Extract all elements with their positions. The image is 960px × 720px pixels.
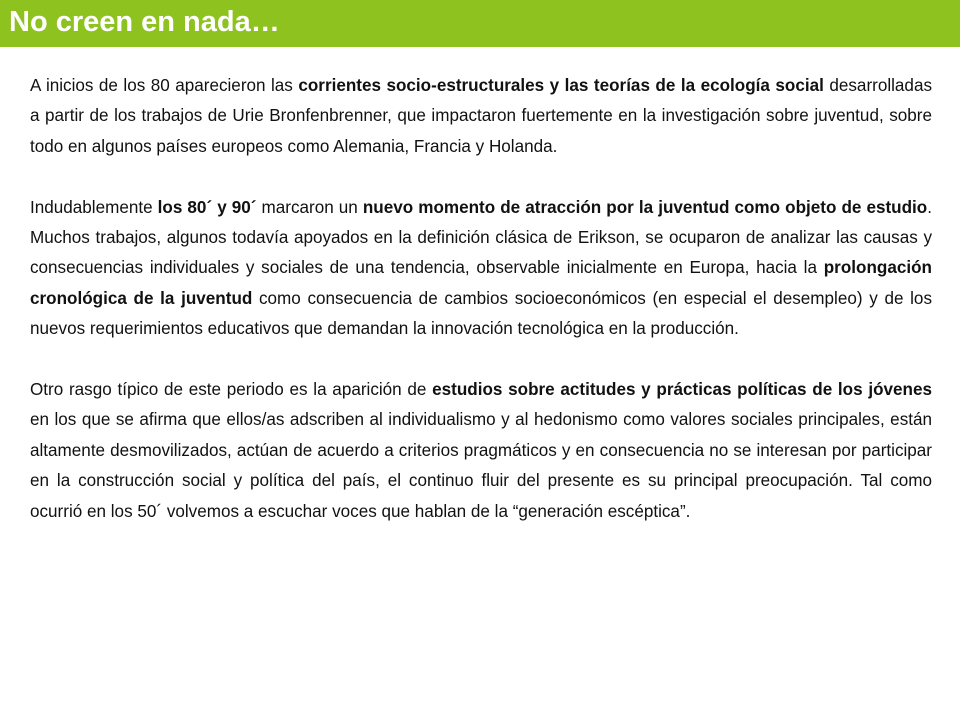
- bold-text-run: los 80´ y 90´: [157, 197, 257, 217]
- text-run: A inicios de los 80 aparecieron las: [30, 76, 299, 95]
- text-run: Otro rasgo típico de este periodo es la aparición de: [30, 380, 433, 400]
- bold-text-run: corrientes socio-estructurales y las teorías de la ecología social: [298, 76, 824, 95]
- title-bar: [0, 0, 960, 47]
- paragraph-3: [30, 375, 932, 527]
- text-run: . Muchos trabajos, algunos todavía apoyados en la definición clásica de Erikson, se ocuparon de analizar las causas y consecuencias individuales y sociales de una tendencia, observable inicialmente en Europa, hacia la: [30, 197, 932, 278]
- bold-text-run: prolongación cronológica de la juventud: [30, 258, 932, 308]
- text-run: Indudablemente: [30, 197, 158, 217]
- paragraph-1: [30, 71, 932, 162]
- text-run: desarrolladas a partir de los trabajos de Urie Bronfenbrenner, que impactaron fuertemente en la investigación sobre juventud, sobre todo en algunos países europeos como Alemania, Francia y Holanda.: [30, 76, 932, 156]
- text-run: en los que se afirma que ellos/as adscriben al individualismo y al hedonismo como valores sociales principales, están altamente desmovilizados, actúan de acuerdo a criterios pragmáticos y en consecuencia no se interesan por participar en la construcción social y política del país, el continuo fluir del presente es su principal preocupación. Tal como ocurrió en los 50´ volvemos a escuchar voces que hablan de la “generación escéptica”.: [30, 410, 932, 521]
- bold-text-run: estudios sobre actitudes y prácticas políticas de los jóvenes: [432, 380, 932, 400]
- slide-body: [30, 71, 932, 527]
- text-run: como consecuencia de cambios socioeconómicos (en especial el desempleo) y de los nuevos requerimientos educativos que demandan la innovación tecnológica en la producción.: [30, 288, 932, 339]
- text-run: marcaron un: [256, 197, 363, 217]
- paragraph-2: [30, 193, 932, 345]
- slide-title: No creen en nada…: [9, 6, 280, 38]
- bold-text-run: nuevo momento de atracción por la juventud como objeto de estudio: [362, 197, 928, 217]
